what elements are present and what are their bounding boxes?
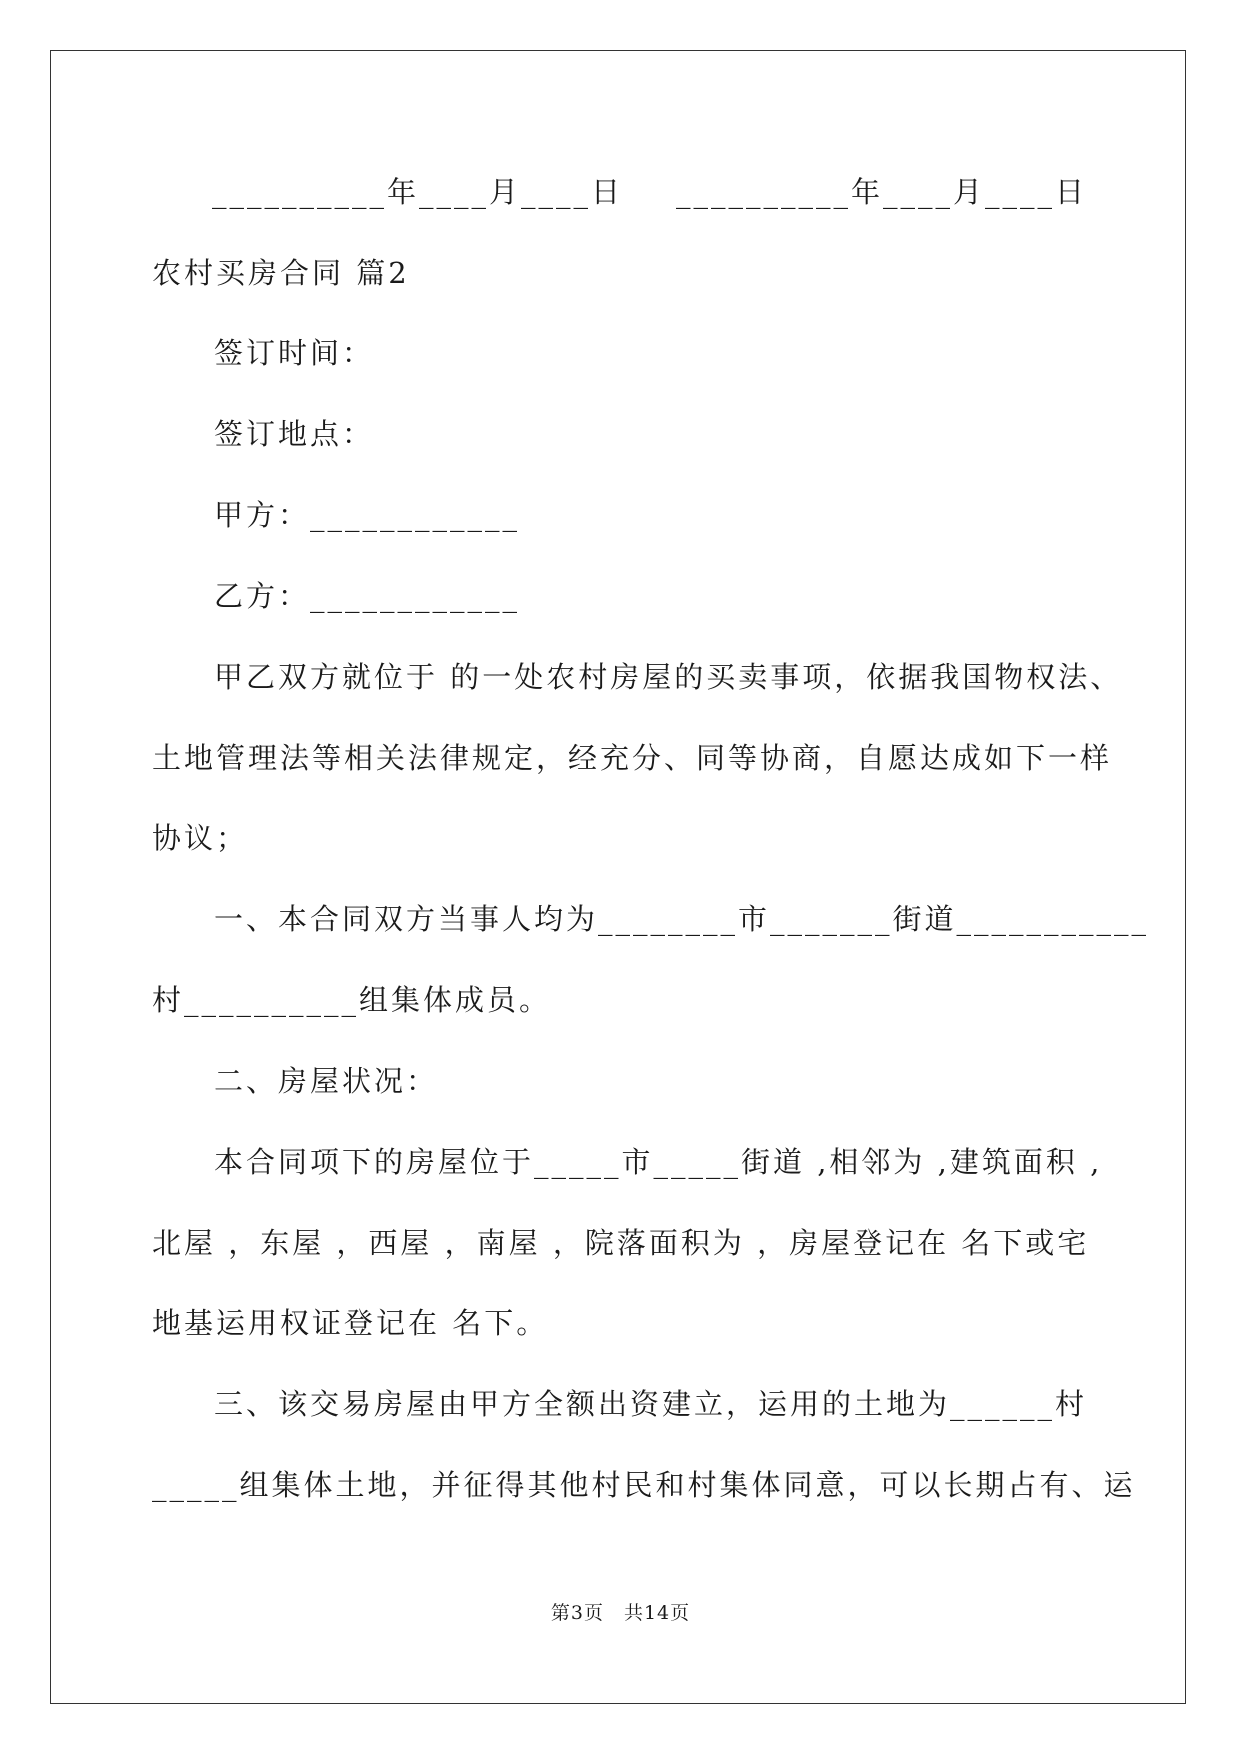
paragraph-line: 协议；	[152, 821, 249, 855]
paragraph-line: 甲乙双方就位于 的一处农村房屋的买卖事项，依据我国物权法、	[214, 660, 1123, 694]
clause-2-line: 北屋 ，东屋 ，西屋 ，南屋 ，院落面积为 ，房屋登记在 名下或宅	[152, 1226, 1090, 1260]
clause-3-line: 三、该交易房屋由甲方全额出资建立，运用的土地为______村	[214, 1387, 1088, 1421]
signing-place-label: 签订地点：	[214, 417, 375, 451]
signature-date-left: __________年____月____日	[212, 175, 624, 209]
clause-3-line: _____组集体土地，并征得其他村民和村集体同意，可以长期占有、运	[152, 1468, 1136, 1502]
paragraph-line: 土地管理法等相关法律规定，经充分、同等协商，自愿达成如下一样	[152, 741, 1113, 775]
clause-2-heading: 二、房屋状况：	[214, 1064, 439, 1098]
signature-date-right: __________年____月____日	[676, 175, 1088, 209]
clause-1-line: 一、本合同双方当事人均为________市_______街道___________	[214, 902, 1150, 936]
clause-1-line: 村__________组集体成员。	[152, 983, 552, 1017]
page-border	[50, 50, 1186, 1704]
page-number: 第3页 共14页	[550, 1602, 691, 1624]
party-b-field: 乙方：____________	[214, 579, 521, 613]
clause-2-line: 本合同项下的房屋位于_____市_____街道 ,相邻为 ,建筑面积 ,	[214, 1145, 1103, 1179]
clause-2-line: 地基运用权证登记在 名下。	[152, 1306, 549, 1340]
party-a-field: 甲方：____________	[214, 498, 521, 532]
signing-time-label: 签订时间：	[214, 336, 375, 370]
section-title: 农村买房合同 篇2	[152, 256, 410, 290]
